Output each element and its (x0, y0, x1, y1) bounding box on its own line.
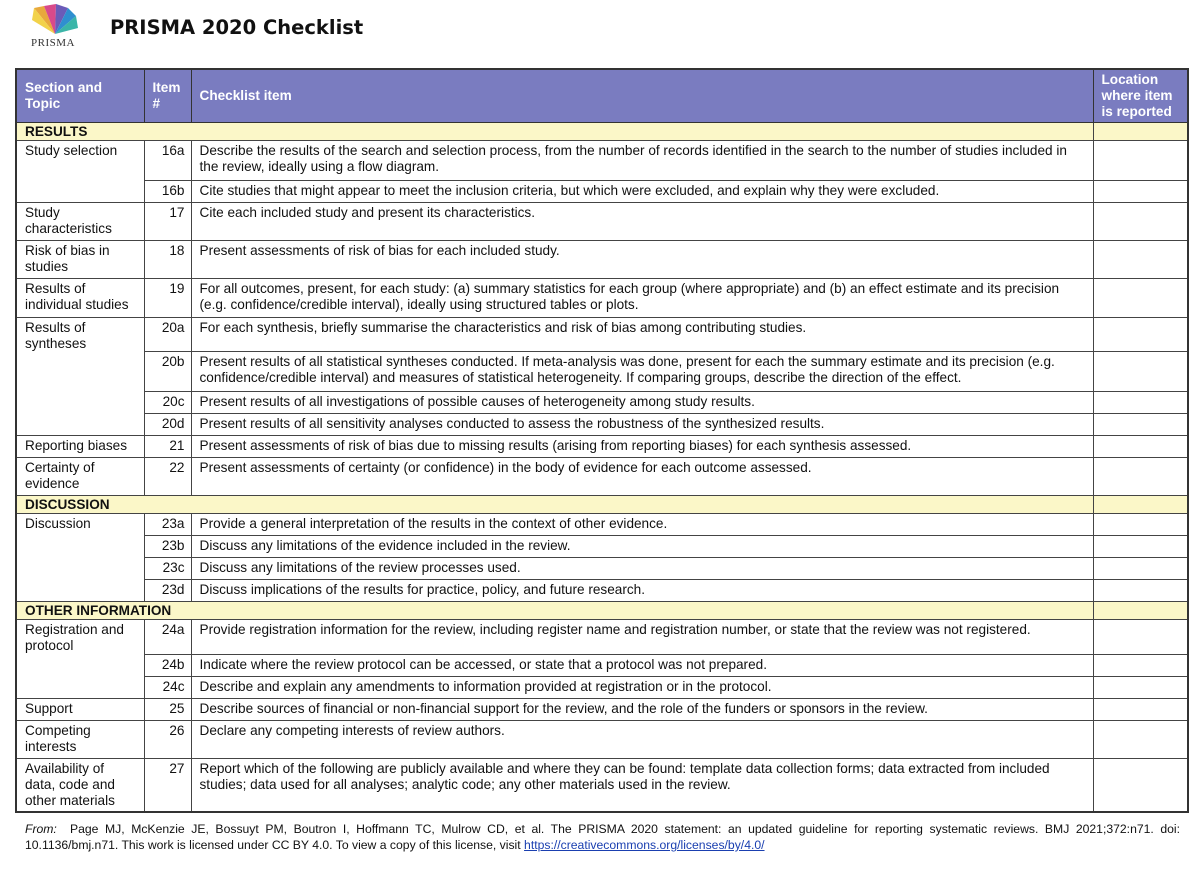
checklist-text: For all outcomes, present, for each study: (a) summary statistics for each group (where appropriate) and (b) an effect estimate and its precision (e.g. confidence/credible interval), ideally using structured tables or plots. (191, 278, 1093, 317)
table-row (16, 278, 1188, 317)
table-row (16, 558, 1188, 580)
topic-cell: Risk of bias in studies (16, 240, 144, 278)
location-cell[interactable] (1093, 654, 1188, 676)
table-row (16, 392, 1188, 414)
location-cell[interactable] (1093, 352, 1188, 392)
location-cell[interactable] (1093, 676, 1188, 698)
location-cell[interactable] (1093, 758, 1188, 812)
table-row (16, 458, 1188, 496)
topic-cell (16, 180, 144, 202)
location-cell[interactable] (1093, 414, 1188, 436)
location-cell[interactable] (1093, 317, 1188, 352)
license-link[interactable]: https://creativecommons.org/licenses/by/4.0/ (524, 838, 765, 852)
location-cell[interactable] (1093, 392, 1188, 414)
topic-cell (16, 676, 144, 698)
checklist-text: Present assessments of risk of bias for each included study. (191, 240, 1093, 278)
topic-cell: Study selection (16, 140, 144, 180)
column-header-location: Location where item is reported (1093, 69, 1188, 122)
topic-cell: Registration and protocol (16, 620, 144, 655)
topic-cell: Reporting biases (16, 436, 144, 458)
item-number: 27 (144, 758, 191, 812)
location-cell[interactable] (1093, 558, 1188, 580)
table-row (16, 180, 1188, 202)
footer-from-label: From: (25, 822, 57, 836)
topic-cell (16, 580, 144, 602)
item-number: 20b (144, 352, 191, 392)
checklist-text: Report which of the following are publicly available and where they can be found: template data collection forms; data extracted from included studies; data used for all analyses; analytic code; any other materials used in the review. (191, 758, 1093, 812)
item-number: 16b (144, 180, 191, 202)
table-row (16, 317, 1188, 352)
item-number: 23b (144, 536, 191, 558)
checklist-text: Discuss any limitations of the review processes used. (191, 558, 1093, 580)
item-number: 21 (144, 436, 191, 458)
page-header (0, 0, 1200, 62)
footer-citation-text: Page MJ, McKenzie JE, Bossuyt PM, Boutron I, Hoffmann TC, Mulrow CD, et al. The PRISMA 2020 statement: an updated guideline for reporting systematic reviews. BMJ 2021;372:n71. doi: 10.1136/bmj.n71. This work is licensed under CC BY 4.0. To view a copy of this license, visit (25, 822, 1181, 852)
location-cell[interactable] (1093, 536, 1188, 558)
location-cell[interactable] (1093, 140, 1188, 180)
topic-cell (16, 654, 144, 676)
page-title: PRISMA 2020 Checklist (110, 16, 364, 39)
checklist-text: Provide registration information for the review, including register name and registration number, or state that the review was not registered. (191, 620, 1093, 655)
table-row (16, 580, 1188, 602)
table-row (16, 436, 1188, 458)
section-row-other-information (16, 602, 1188, 620)
checklist-text: Cite studies that might appear to meet the inclusion criteria, but which were excluded, and explain why they were excluded. (191, 180, 1093, 202)
topic-cell (16, 558, 144, 580)
section-title: DISCUSSION (16, 496, 1093, 514)
checklist-text: Present results of all sensitivity analyses conducted to assess the robustness of the synthesized results. (191, 414, 1093, 436)
section-row-results (16, 122, 1188, 140)
topic-cell: Results of syntheses (16, 317, 144, 352)
item-number: 23d (144, 580, 191, 602)
table-row (16, 676, 1188, 698)
column-header-section: Section and Topic (16, 69, 144, 122)
table-row (16, 620, 1188, 655)
topic-cell: Competing interests (16, 720, 144, 758)
item-number: 24a (144, 620, 191, 655)
checklist-text: Describe sources of financial or non-financial support for the review, and the role of the funders or sponsors in the review. (191, 698, 1093, 720)
location-cell[interactable] (1093, 496, 1188, 514)
section-title: OTHER INFORMATION (16, 602, 1093, 620)
table-row (16, 202, 1188, 240)
checklist-text: Indicate where the review protocol can be accessed, or state that a protocol was not prepared. (191, 654, 1093, 676)
table-row (16, 514, 1188, 536)
table-row (16, 352, 1188, 392)
checklist-text: Present results of all statistical syntheses conducted. If meta-analysis was done, present for each the summary estimate and its precision (e.g. confidence/credible interval) and measures of statistical heterogeneity. If comparing groups, describe the direction of the effect. (191, 352, 1093, 392)
topic-cell: Support (16, 698, 144, 720)
location-cell[interactable] (1093, 122, 1188, 140)
topic-cell (16, 536, 144, 558)
location-cell[interactable] (1093, 514, 1188, 536)
item-number: 20a (144, 317, 191, 352)
item-number: 23a (144, 514, 191, 536)
item-number: 16a (144, 140, 191, 180)
item-number: 23c (144, 558, 191, 580)
item-number: 17 (144, 202, 191, 240)
column-header-item: Item # (144, 69, 191, 122)
table-row (16, 758, 1188, 812)
location-cell[interactable] (1093, 580, 1188, 602)
checklist-text: Discuss any limitations of the evidence included in the review. (191, 536, 1093, 558)
section-row-discussion (16, 496, 1188, 514)
location-cell[interactable] (1093, 202, 1188, 240)
checklist-text: Describe and explain any amendments to information provided at registration or in the protocol. (191, 676, 1093, 698)
table-row (16, 536, 1188, 558)
checklist-table (15, 68, 1189, 813)
checklist-text: Present assessments of certainty (or confidence) in the body of evidence for each outcome assessed. (191, 458, 1093, 496)
topic-cell: Study characteristics (16, 202, 144, 240)
location-cell[interactable] (1093, 698, 1188, 720)
table-row (16, 720, 1188, 758)
location-cell[interactable] (1093, 458, 1188, 496)
table-header-row (16, 69, 1188, 122)
item-number: 25 (144, 698, 191, 720)
topic-cell (16, 392, 144, 414)
location-cell[interactable] (1093, 180, 1188, 202)
location-cell[interactable] (1093, 240, 1188, 278)
item-number: 18 (144, 240, 191, 278)
item-number: 19 (144, 278, 191, 317)
checklist-text: Present assessments of risk of bias due to missing results (arising from reporting biases) for each synthesis assessed. (191, 436, 1093, 458)
item-number: 22 (144, 458, 191, 496)
column-header-checklist: Checklist item (191, 69, 1093, 122)
table-row (16, 698, 1188, 720)
checklist-text: Provide a general interpretation of the results in the context of other evidence. (191, 514, 1093, 536)
item-number: 24c (144, 676, 191, 698)
logo-text: PRISMA (31, 37, 75, 49)
checklist-text: For each synthesis, briefly summarise the characteristics and risk of bias among contributing studies. (191, 317, 1093, 352)
checklist-text: Present results of all investigations of possible causes of heterogeneity among study results. (191, 392, 1093, 414)
item-number: 24b (144, 654, 191, 676)
section-title: RESULTS (16, 122, 1093, 140)
location-cell[interactable] (1093, 436, 1188, 458)
topic-cell: Certainty of evidence (16, 458, 144, 496)
location-cell[interactable] (1093, 278, 1188, 317)
topic-cell: Discussion (16, 514, 144, 536)
item-number: 20c (144, 392, 191, 414)
location-cell[interactable] (1093, 602, 1188, 620)
location-cell[interactable] (1093, 620, 1188, 655)
item-number: 20d (144, 414, 191, 436)
topic-cell: Results of individual studies (16, 278, 144, 317)
table-row (16, 414, 1188, 436)
table-row (16, 240, 1188, 278)
item-number: 26 (144, 720, 191, 758)
checklist-text: Cite each included study and present its characteristics. (191, 202, 1093, 240)
topic-cell (16, 414, 144, 436)
topic-cell: Availability of data, code and other materials (16, 758, 144, 812)
checklist-text: Discuss implications of the results for practice, policy, and future research. (191, 580, 1093, 602)
location-cell[interactable] (1093, 720, 1188, 758)
table-row (16, 140, 1188, 180)
footer-citation (25, 821, 1180, 853)
table-row (16, 654, 1188, 676)
checklist-text: Describe the results of the search and selection process, from the number of records identified in the search to the number of studies included in the review, ideally using a flow diagram. (191, 140, 1093, 180)
checklist-text: Declare any competing interests of review authors. (191, 720, 1093, 758)
topic-cell (16, 352, 144, 392)
